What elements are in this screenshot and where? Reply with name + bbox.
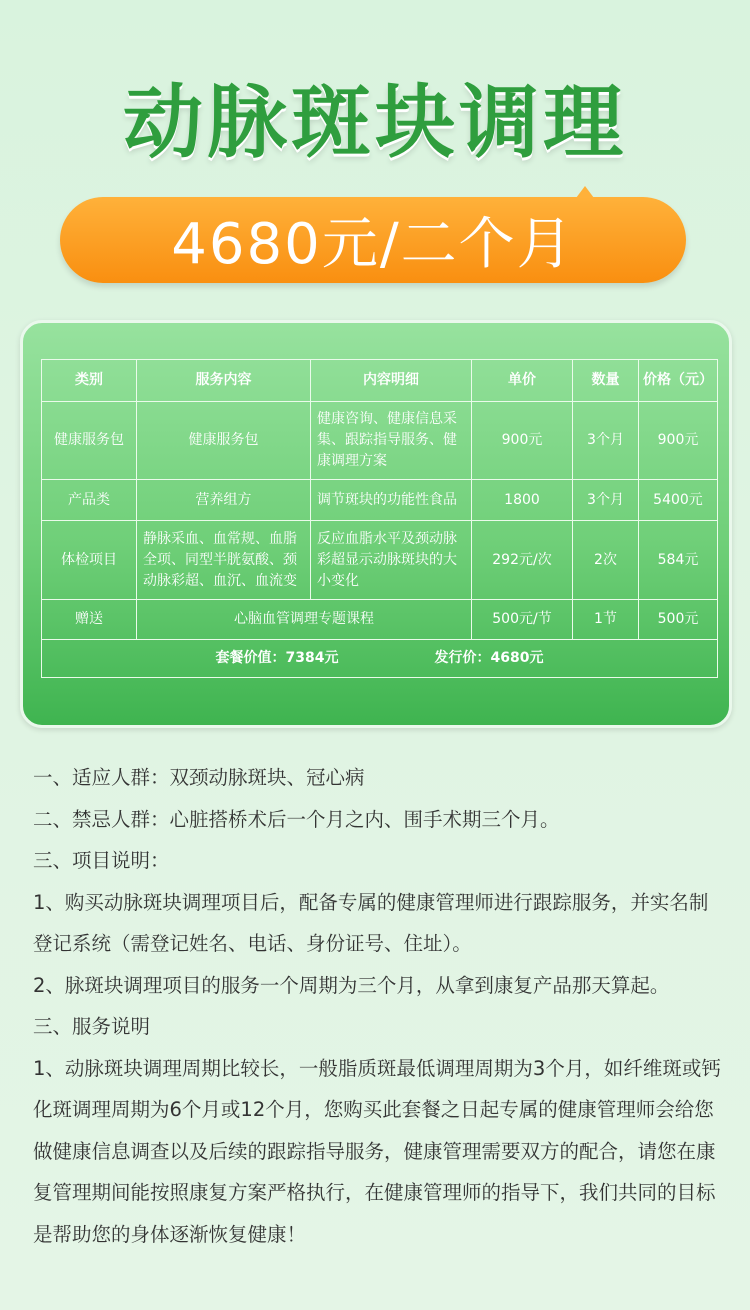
table-cell: 292元/次 [472, 521, 573, 600]
column-header-category: 类别 [42, 360, 137, 402]
gift-quantity: 1节 [573, 600, 639, 640]
table-cell: 健康服务包 [137, 402, 311, 480]
gift-row [42, 600, 718, 640]
table-cell: 营养组方 [137, 480, 311, 521]
table-row [42, 402, 718, 480]
gift-unit-price: 500元/节 [472, 600, 573, 640]
summary-row [42, 640, 718, 678]
project-item-2: 2、脉斑块调理项目的服务一个周期为三个月，从拿到康复产品那天算起。 [33, 973, 670, 997]
table-cell: 3个月 [573, 402, 639, 480]
table-cell: 5400元 [639, 480, 718, 521]
service-table [41, 359, 718, 678]
table-cell: 静脉采血、血常规、血脂全项、同型半胱氨酸、颈动脉彩超、血沉、血流变 [137, 521, 311, 600]
summary-line [46, 648, 713, 669]
table-cell: 产品类 [42, 480, 137, 521]
project-item-1: 1、购买动脉斑块调理项目后，配备专属的健康管理师进行跟踪服务，并实名制登记系统（需登记姓名、电话、身份证号、住址）。 [33, 890, 709, 955]
table-cell: 健康咨询、健康信息采集、跟踪指导服务、健康调理方案 [311, 402, 472, 480]
issue-price: 发行价：4680元 [434, 650, 544, 666]
table-cell: 2次 [573, 521, 639, 600]
table-header-row [42, 360, 718, 402]
column-header-price: 价格（元） [639, 360, 718, 402]
project-heading: 三、项目说明： [33, 849, 170, 872]
table-row [42, 521, 718, 600]
description-section [33, 757, 723, 1255]
price-text: 4680元/二个月 [171, 212, 575, 277]
table-row [42, 480, 718, 521]
contraindicated-group: 二、禁忌人群：心脏搭桥术后一个月之内、围手术期三个月。 [33, 807, 560, 831]
table-cell: 1800 [472, 480, 573, 521]
table-cell: 900元 [472, 402, 573, 480]
page-title: 动脉斑块调理 [123, 76, 627, 169]
column-header-quantity: 数量 [573, 360, 639, 402]
package-value: 套餐价值：7384元 [215, 650, 339, 666]
table-cell: 调节斑块的功能性食品 [311, 480, 472, 521]
gift-category: 赠送 [42, 600, 137, 640]
table-cell: 584元 [639, 521, 718, 600]
column-header-unit-price: 单价 [472, 360, 573, 402]
service-table-card [20, 320, 732, 728]
service-item-1: 1、动脉斑块调理周期比较长，一般脂质斑最低调理周期为3个月，如纤维斑或钙化斑调理周期为6个月或12个月，您购买此套餐之日起专属的健康管理师会给您做健康信息调查以及后续的跟踪指导服务，健康管理需要双方的配合，请您在康复管理期间能按照康复方案严格执行，在健康管理师的指导下，我们共同的目标是帮助您的身体逐渐恢复健康！ [33, 1056, 721, 1246]
gift-price: 500元 [639, 600, 718, 640]
column-header-service: 服务内容 [137, 360, 311, 402]
table-cell: 健康服务包 [42, 402, 137, 480]
gift-content: 心脑血管调理专题课程 [137, 600, 472, 640]
table-cell: 反应血脂水平及颈动脉彩超显示动脉斑块的大小变化 [311, 521, 472, 600]
column-header-detail: 内容明细 [311, 360, 472, 402]
table-cell: 体检项目 [42, 521, 137, 600]
table-cell: 900元 [639, 402, 718, 480]
table-cell: 3个月 [573, 480, 639, 521]
price-banner [60, 197, 686, 283]
service-heading: 三、服务说明 [33, 1015, 151, 1038]
suitable-group: 一、适应人群：双颈动脉斑块、冠心病 [33, 766, 365, 789]
